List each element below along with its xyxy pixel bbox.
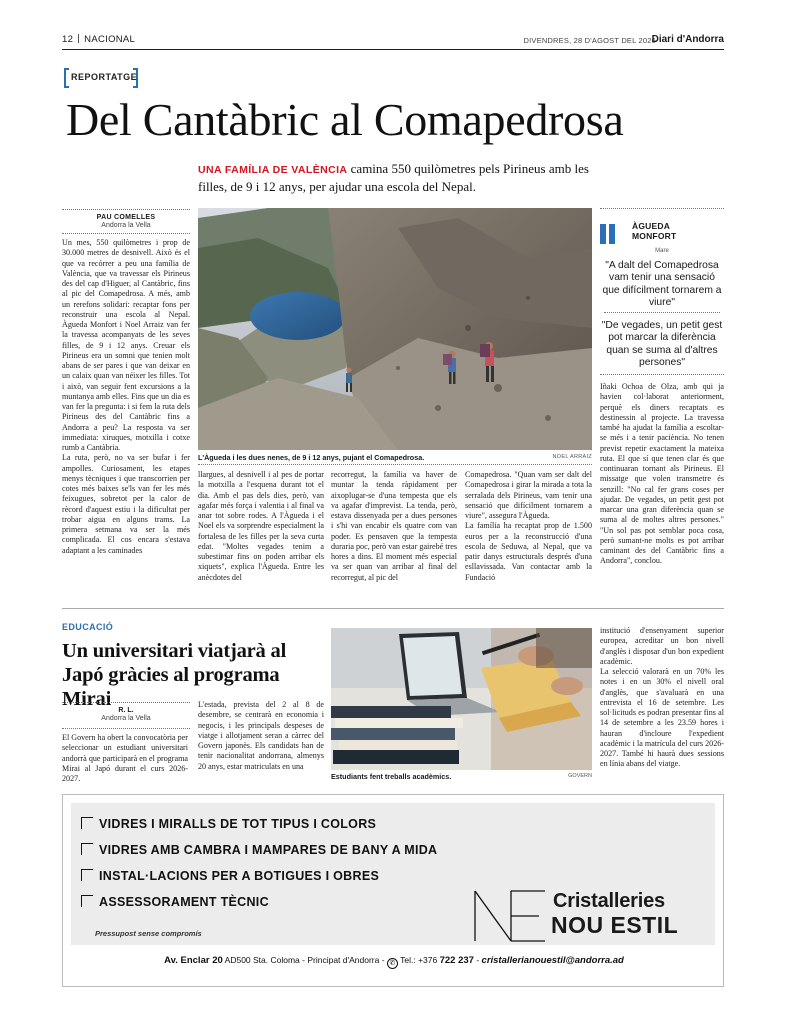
page-number: 12 [62, 34, 74, 45]
story-column-2: llargues, al desnivell i al pes de portar la motxilla a l'esquena durant tot el dia. Amb el pas dels dies, però, van agafar més força i valentia i al final va anar tot sobre rodes. A l'Àgueda i el Noel els va sorprendre especialment la fortalesa de les filles per la seva curta edat. "Moltes vegades tenim a subestimar fins on poden arribar els xiquets", explica l'Àgueda. Entre les anècdotes del [198, 470, 324, 582]
advertisement [62, 794, 724, 987]
checkbox-mark-icon [81, 817, 93, 829]
header-divider [78, 34, 79, 43]
byline-author: R. L. [118, 707, 134, 714]
section-name: NACIONAL [84, 34, 136, 45]
byline-place: Andorra la Vella [101, 222, 151, 229]
checkbox-mark-icon [81, 869, 93, 881]
company-logo [471, 887, 711, 945]
main-headline: Del Cantàbric al Comapedrosa [66, 94, 624, 145]
ad-panel [71, 803, 715, 945]
section-tag-label: REPORTATGE [71, 72, 138, 82]
ne-monogram-icon [471, 889, 549, 943]
ad-phone-label: Tel.: +376 [400, 955, 440, 965]
story-column-4: Comapedrosa. "Quan vam ser dalt del Comapedrosa i girar la mirada a tota la serralada dels Pirineus, vam tenir una sensació que difícilment tornarem a viure", assegura l'Àgueda. La família ha recaptat prop de 1.500 euros per a la reconstrucció d'una escola de Seduwa, al Nepal, que va patir danys estructurals després d'una esllavissada. Van contactar amb la Fundació [465, 470, 592, 582]
page-header-left [62, 34, 135, 45]
quote-mid-rule [604, 312, 720, 313]
ad-service-4 [81, 895, 269, 909]
story2-byline [62, 707, 190, 722]
byline-place: Andorra la Vella [101, 715, 151, 722]
ad-service-1 [81, 817, 376, 831]
phone-icon: ✆ [387, 958, 398, 969]
mountain-hikers-photo [198, 208, 592, 450]
story-column-3: recorregut, la família va haver de muntar la tenda ràpidament per aixoplugar-se d'una tempesta que els va agafar d'imprevist. La tenda, però, estava dissenyada per a dues persones i s'hi van encabir els quatre com van poder. Es pensaven que la tempesta duraria poc, però van estar gairebé tres hores a dins. El moment més especial va ser quan van arribar al final del recorregut, al pic del [331, 470, 457, 582]
quote-bottom-rule [600, 374, 724, 375]
byline [62, 214, 190, 229]
ad-service-text: VIDRES AMB CAMBRA I MAMPARES DE BANY A MIDA [99, 843, 438, 857]
story-column-5: Iñaki Ochoa de Olza, amb qui ja havien col·laborat anteriorment, perquè els diners recaptats es destinessin al projecte. La travessa també ha ajudat la família a escoltar-se més i a tenir paciència. No tenen previst repetir exactament la mateixa ruta. El que sí que tenen clar és que continuaran tornant als Pirineus. El missatge que volen transmetre és senzill: "No cal fer grans coses per ajudar. De vegades, un petit gest pot marcar una gran diferència quan se suma al de moltes altres persones." "Un sol pas pot semblar poca cosa, però sumant-ne molts es pot arribar caminant des del Cantàbric fins a Andorra", conclou. [600, 382, 724, 566]
quote-person [632, 221, 676, 241]
story2-column-2: L'estada, prevista del 2 al 8 de desembre, se centrarà en economia i negocis, i les principals despeses de viatge i allotjament seran a càrrec del Govern japonès. Els candidats han de tenir nacionalitat andorrana, almenys 20 anys, estar matriculats en una [198, 700, 324, 771]
checkbox-mark-icon [81, 843, 93, 855]
photo-caption: L'Àgueda i les dues nenes, de 9 i 12 anys, pujant el Comapedrosa. [198, 453, 425, 462]
quote-role: Mare [655, 248, 669, 254]
section-tag-educacio: EDUCACIÓ [62, 622, 114, 632]
byline-rule [62, 702, 190, 703]
ad-service-text: VIDRES I MIRALLS DE TOT TIPUS I COLORS [99, 817, 377, 831]
ad-service-text: ASSESSORAMENT TÈCNIC [99, 895, 269, 909]
story-subhead [198, 161, 618, 195]
story2-column-3: institució d'ensenyament superior europea, acreditar un bon nivell d'anglès i disposar d'un bon expedient acadèmic. La selecció valorarà en un 70% les notes i en un 30% el nivell oral d'anglès, que s'avaluarà en una entrevista el 16 de setembre. Les sol·licituds es podran presentar fins al 14 de setembre a les 23.59 hores i hauran d'incloure l'expedient acadèmic i la matrícula del curs 2026-2027. També hi haurà dues sessions en línia abans del viatge. [600, 626, 724, 769]
quote-bar-icon [609, 224, 615, 244]
quote-bar-icon [600, 224, 606, 244]
checkbox-mark-icon [81, 895, 93, 907]
logo-name-line-1: Cristalleries [553, 890, 665, 912]
caption-rule [198, 464, 592, 465]
ad-contact-line [63, 955, 725, 969]
ad-service-text: INSTAL·LACIONS PER A BOTIGUES I OBRES [99, 869, 380, 883]
newspaper-brand: Diari d'Andorra [651, 34, 724, 45]
students-laptop-photo [331, 628, 592, 770]
byline-rule [62, 209, 190, 210]
story2-headline: Un universitari viatjarà al Japó gràcies al programa Mirai [62, 640, 287, 710]
story-separator [62, 608, 724, 609]
subhead-kicker: UNA FAMÍLIA DE VALÈNCIA [198, 164, 348, 176]
photo-credit: NOEL ARRAIZ [552, 454, 592, 460]
subhead-text: camina 550 quilòmetres pels Pirineus amb les filles, de 9 i 12 anys, per ajudar una escola del Nepal. [198, 161, 589, 194]
photo-credit: GOVERN [568, 773, 592, 779]
pull-quote-2: "De vegades, un petit gest pot marcar la diferència quan se suma al d'altres persones" [601, 320, 723, 368]
byline-author: PAU COMELLES [96, 214, 156, 221]
logo-name-line-2: NOU ESTIL [551, 912, 679, 938]
story-column-1: Un mes, 550 quilòmetres i prop de 30.000 metres de desnivell. Això és el que va recórrer a peu una família de València, que va travessar els Pirineus des del cap d'Higuer, al Cantàbric, fins al pic del Comapedrosa. A més, amb un rerefons solidari: recaptar fons per reconstruir una escola al Nepal. Àgueda Monfort i Noel Arraiz van fer la travessa acompanyats de les seves filles, de 9 i 12 anys. Creuar els Pirineus era un somni que tenien molt abans de ser pares i que van deixar en un calaix quan van néixer les filles. Tot i això, van seguir fent excursions a la muntanya amb elles. Fins que un dia es van fer la pregunta: i si fem la ruta dels Pirineus des del Cantàbric fins a Andorra a peu? La resposta va ser immediata: xiruques, motxilla i cotxe rumb a Cantàbria. La ruta, però, no va ser bufar i fer ampolles. Curiosament, les etapes menys tècniques i que transcorrien per cotes més baixes se'ls van fer les més feixugues, sobretot per la calor de rècord d'aquest estiu i la dificultat per trobar aigua en alguns trams. La primera setmana va ser la més complicada. El cos encara s'estava adaptant a les caminades [62, 238, 190, 555]
quote-top-rule [600, 208, 724, 209]
story2-column-1: El Govern ha obert la convocatòria per seleccionar un estudiant universitari andorrà que participarà en el programa Mirai al Japó durant el curs 2026-2027. [62, 733, 188, 783]
ad-service-2 [81, 843, 437, 857]
byline-rule-bottom [62, 728, 190, 729]
ad-note: Pressupost sense compromís [95, 929, 202, 938]
quote-last-name: MONFORT [632, 231, 677, 241]
ad-address-street: Av. Enclar 20 [164, 955, 223, 966]
ad-phone-number: 722 237 [439, 955, 474, 966]
ad-separator: - [476, 955, 482, 965]
ad-email: cristallerianouestil@andorra.ad [481, 955, 624, 966]
byline-rule-bottom [62, 233, 190, 234]
section-tag-reportatge [64, 68, 138, 88]
ad-service-3 [81, 869, 379, 883]
pull-quote-1: "A dalt del Comapedrosa vam tenir una sensació que difícilment tornarem a viure" [602, 260, 722, 308]
issue-date: DIVENDRES, 28 D'AGOST DEL 2026 [523, 36, 656, 45]
header-rule [62, 49, 724, 50]
quote-first-name: ÀGUEDA [632, 221, 671, 231]
photo-caption: Estudiants fent treballs acadèmics. [331, 772, 452, 781]
ad-address-rest: AD500 Sta. Coloma - Principat d'Andorra - [222, 955, 387, 965]
